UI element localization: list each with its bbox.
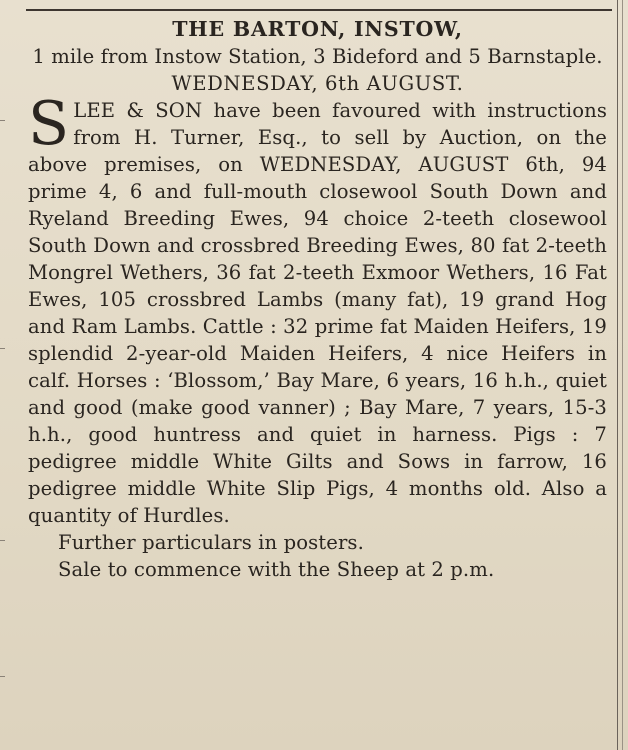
advert-headline: THE BARTON, INSTOW, — [172, 17, 463, 41]
drop-cap: S — [28, 89, 70, 159]
advert-body — [28, 89, 607, 529]
auction-advertisement — [28, 16, 607, 583]
further-particulars: Further particulars in posters. — [58, 531, 364, 554]
advert-date: WEDNESDAY, 6th AUGUST. — [171, 72, 464, 95]
sale-time: Sale to commence with the Sheep at 2 p.m. — [58, 558, 495, 581]
column-divider — [617, 0, 618, 750]
advert-body-text: LEE & SON have been favoured with instructions from H. Turner, Esq., to sell by Auction, on the above premises, on WEDNESDAY, AUGUST 6th, 94 prime 4, 6 and full-mouth closewool South Down and Ryeland Breeding Ewes, 94 choice 2-teeth closewool South Down and crossbred Breeding Ewes, 80 fat 2-teeth Mongrel Wethers, 36 fat 2-teeth Exmoor Wethers, 16 Fat Ewes, 105 crossbred Lambs (many fat), 19 grand Hog and Ram Lambs. Cattle : 32 prime fat Maiden Heifers, 19 splendid 2-year-old Maiden Heifers, 4 nice Heifers in calf. Horses : ‘Blossom,’ Bay Mare, 6 years, 16 h.h., quiet and good (make good vanner) ; Bay Mare, 7 years, 15-3 h.h., good huntress and quiet in harness. Pigs : 7 pedigree middle White Gilts and Sows in farrow, 16 pedigree middle White Slip Pigs, 4 months old. Also a quantity of Hurdles. — [28, 99, 607, 527]
column-divider-outer — [622, 0, 623, 750]
top-rule — [26, 9, 612, 11]
advert-location: 1 mile from Instow Station, 3 Bideford and 5 Barnstaple. — [32, 45, 603, 68]
left-gutter-marks — [0, 0, 6, 750]
